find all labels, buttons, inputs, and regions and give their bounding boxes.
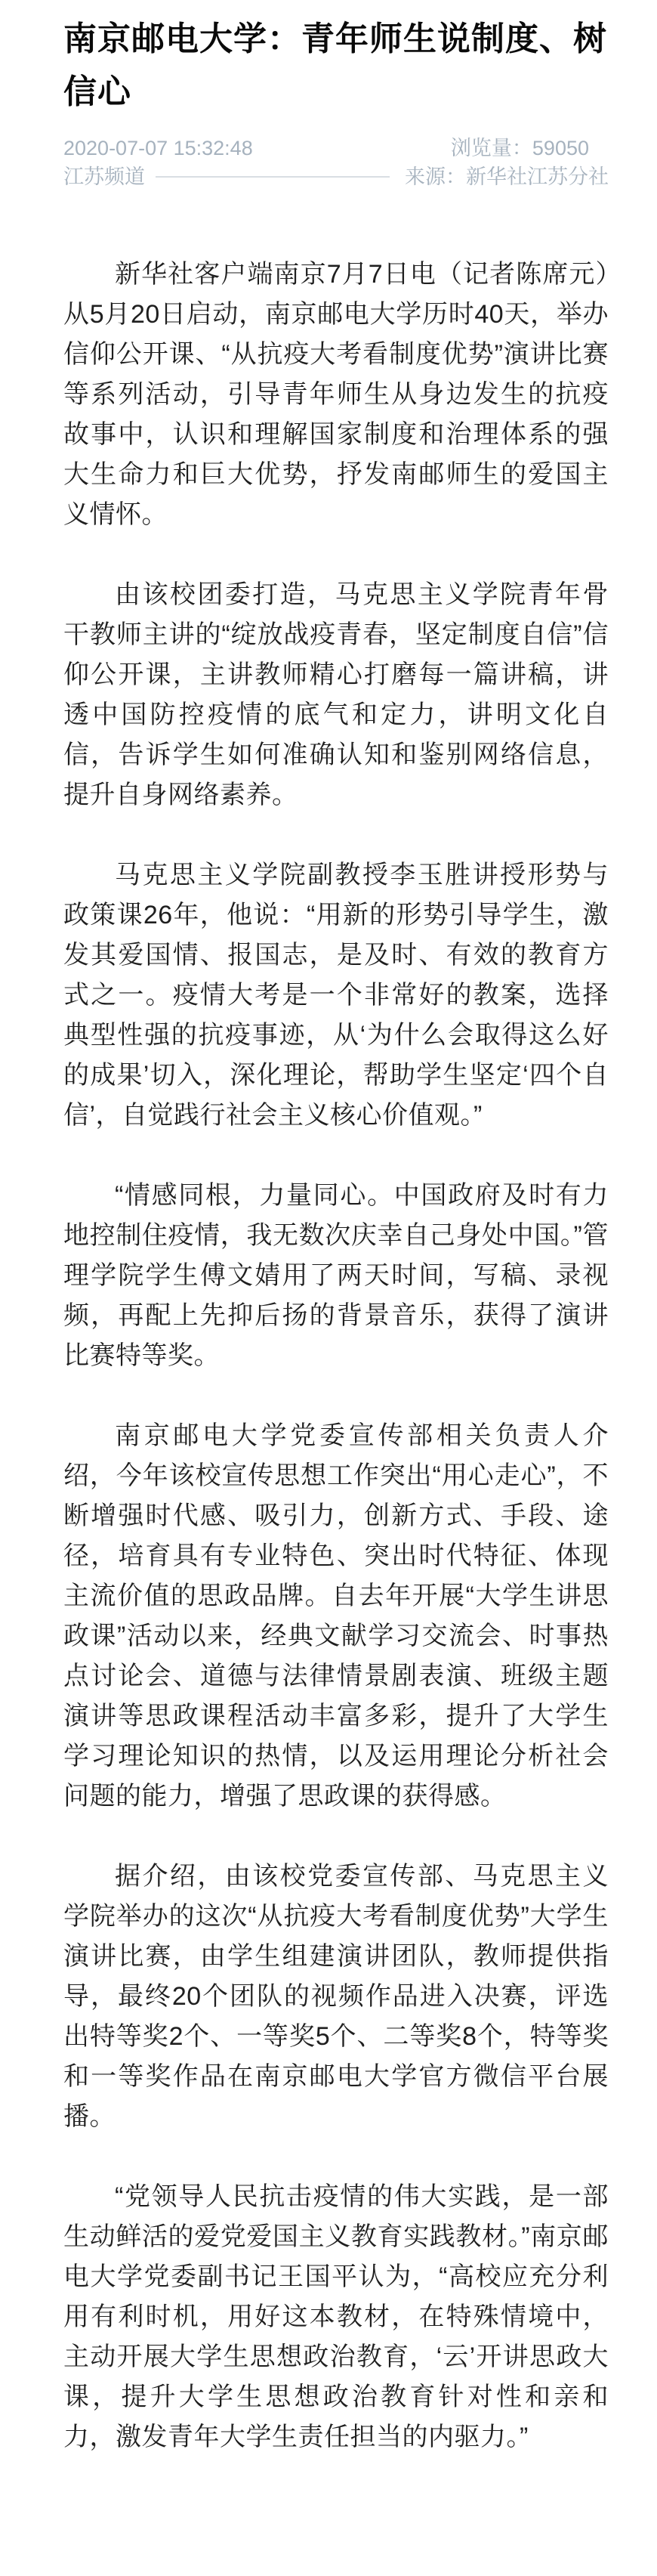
article-paragraph: 新华社客户端南京7月7日电（记者陈席元）从5月20日启动，南京邮电大学历时40天，举办信仰公开课、“从抗疫大考看制度优势”演讲比赛等系列活动，引导青年师生从身边发生的抗疫故事中，认识和理解国家制度和治理体系的强大生命力和巨大优势，抒发南邮师生的爱国主义情怀。 [63, 260, 609, 529]
source-label: 来源： [405, 165, 466, 188]
meta-row-datetime [63, 134, 609, 162]
article-meta [63, 134, 609, 191]
view-count-label: 浏览量： [450, 137, 532, 159]
meta-divider [156, 176, 390, 178]
article-paragraph: 马克思主义学院副教授李玉胜讲授形势与政策课26年，他说：“用新的形势引导学生，激发其爱国情、报国志，是及时、有效的教育方式之一。疫情大考是一个非常好的教案，选择典型性强的抗疫事迹，从‘为什么会取得这么好的成果’切入，深化理论，帮助学生坚定‘四个自信’，自觉践行社会主义核心价值观。” [63, 861, 609, 1130]
article-source [405, 162, 609, 191]
article-body [63, 255, 609, 2457]
source-value: 新华社江苏分社 [466, 165, 609, 188]
article-paragraph: 由该校团委打造，马克思主义学院青年骨干教师主讲的“绽放战疫青春，坚定制度自信”信仰公开课，主讲教师精心打磨每一篇讲稿，讲透中国防控疫情的底气和定力，讲明文化自信，告诉学生如何准确认知和鉴别网络信息，提升自身网络素养。 [63, 580, 609, 809]
article-paragraph: “党领导人民抗击疫情的伟大实践，是一部生动鲜活的爱党爱国主义教育实践教材。”南京邮电大学党委副书记王国平认为，“高校应充分利用有利时机，用好这本教材，在特殊情境中，主动开展大学生思想政治教育，‘云’开讲思政大课，提升大学生思想政治教育针对性和亲和力，激发青年大学生责任担当的内驱力。” [63, 2182, 609, 2451]
view-count [451, 134, 609, 162]
article-paragraph: 南京邮电大学党委宣传部相关负责人介绍，今年该校宣传思想工作突出“用心走心”，不断增强时代感、吸引力，创新方式、手段、途径，培育具有专业特色、突出时代特征、体现主流价值的思政品牌。自去年开展“大学生讲思政课”活动以来，经典文献学习交流会、时事热点讨论会、道德与法律情景剧表演、班级主题演讲等思政课程活动丰富多彩，提升了大学生学习理论知识的热情，以及运用理论分析社会问题的能力，增强了思政课的获得感。 [63, 1421, 609, 1811]
channel-link[interactable]: 江苏频道 [63, 165, 145, 188]
article-title: 南京邮电大学：青年师生说制度、树信心 [63, 20, 607, 110]
publish-datetime: 2020-07-07 15:32:48 [63, 137, 253, 159]
article-paragraph: “情感同根，力量同心。中国政府及时有力地控制住疫情，我无数次庆幸自己身处中国。”管理学院学生傅文婧用了两天时间，写稿、录视频，再配上先抑后扬的背景音乐，获得了演讲比赛特等奖。 [63, 1181, 609, 1370]
meta-row-source [63, 162, 609, 191]
article-paragraph: 据介绍，由该校党委宣传部、马克思主义学院举办的这次“从抗疫大考看制度优势”大学生演讲比赛，由学生组建演讲团队，教师提供指导，最终20个团队的视频作品进入决赛，评选出特等奖2个、一等奖5个、二等奖8个，特等奖和一等奖作品在南京邮电大学官方微信平台展播。 [63, 1862, 609, 2131]
view-count-value: 59050 [532, 137, 589, 159]
